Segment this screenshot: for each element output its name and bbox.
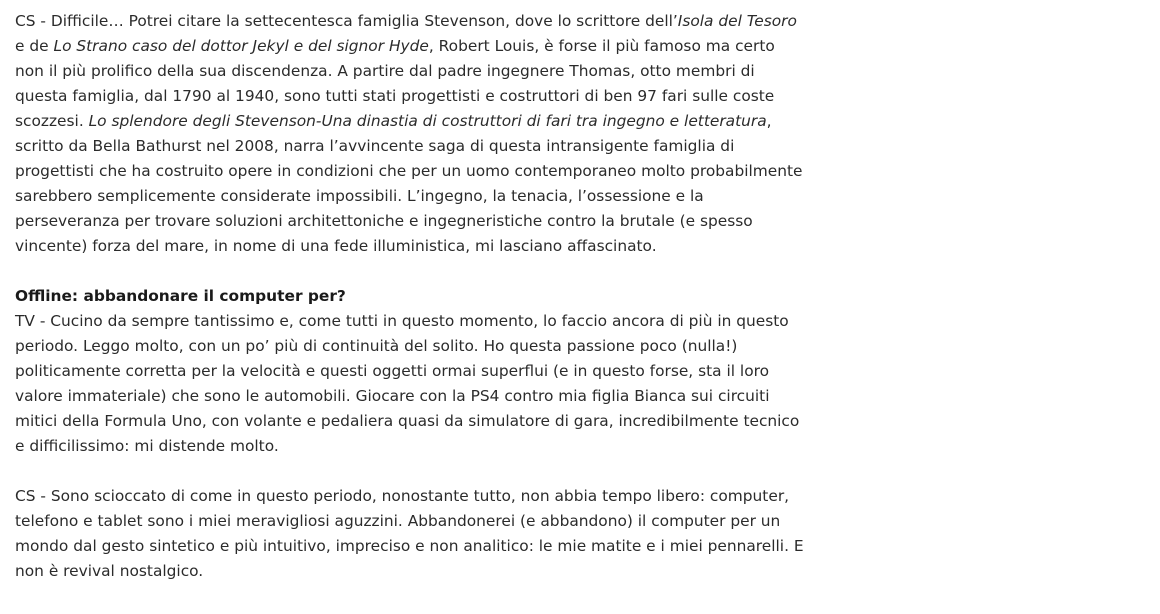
article-body [15,9,805,584]
paragraph-cs-stevenson [15,9,805,259]
text-segment: CS - Difficile… Potrei citare la settecentesca famiglia Stevenson, dove lo scrittore dell’ [15,12,678,30]
book-title-jekyll-hyde: Lo Strano caso del dottor Jekyl e del signor Hyde [53,37,429,55]
text-segment: , scritto da Bella Bathurst nel 2008, narra l’avvincente saga di questa intransigente famiglia di progettisti che ha costruito opere in condizioni che per un uomo contemporaneo molto probabilmente sarebbero semplicemente considerate impossibili. L’ingegno, la tenacia, l’ossessione e la perseveranza per trovare soluzioni architettoniche e ingegneristiche contro la brutale (e spesso vincente) forza del mare, in nome di una fede illuministica, mi lasciano affascinato. [15,112,803,255]
text-segment: e de [15,37,54,55]
book-title-treasure-island: Isola del Tesoro [677,12,797,30]
book-title-stevenson-splendor: Lo splendore degli Stevenson-Una dinastia di costruttori di fari tra ingegno e letteratura [88,112,767,130]
paragraph-cs-answer: CS - Sono scioccato di come in questo periodo, nonostante tutto, non abbia tempo libero: computer, telefono e tablet sono i miei meravigliosi aguzzini. Abbandonerei (e abbandono) il computer per un mondo dal gesto sintetico e più intuitivo, impreciso e non analitico: le mie matite e i miei pennarelli. E non è revival nostalgico. [15,487,804,580]
paragraph-tv-answer: TV - Cucino da sempre tantissimo e, come tutti in questo momento, lo faccio ancora di più in questo periodo. Leggo molto, con un po’ più di continuità del solito. Ho questa passione poco (nulla!) politicamente corretta per la velocità e questi oggetti ormai superflui (e in questo forse, sta il loro valore immateriale) che sono le automobili. Giocare con la PS4 contro mia figlia Bianca sui circuiti mitici della Formula Uno, con volante e pedaliera quasi da simulatore di gara, incredibilmente tecnico e difficilissimo: mi distende molto. [15,312,800,455]
interview-question: Offline: abbandonare il computer per? [15,287,346,305]
text-segment: , Robert Louis, è forse il più famoso ma certo non il più prolifico della sua discendenza. A partire dal padre ingegnere Thomas, otto membri di questa famiglia, dal 1790 al 1940, sono tutti stati progettisti e costruttori di ben 97 fari sulle coste scozzesi. [15,37,775,130]
